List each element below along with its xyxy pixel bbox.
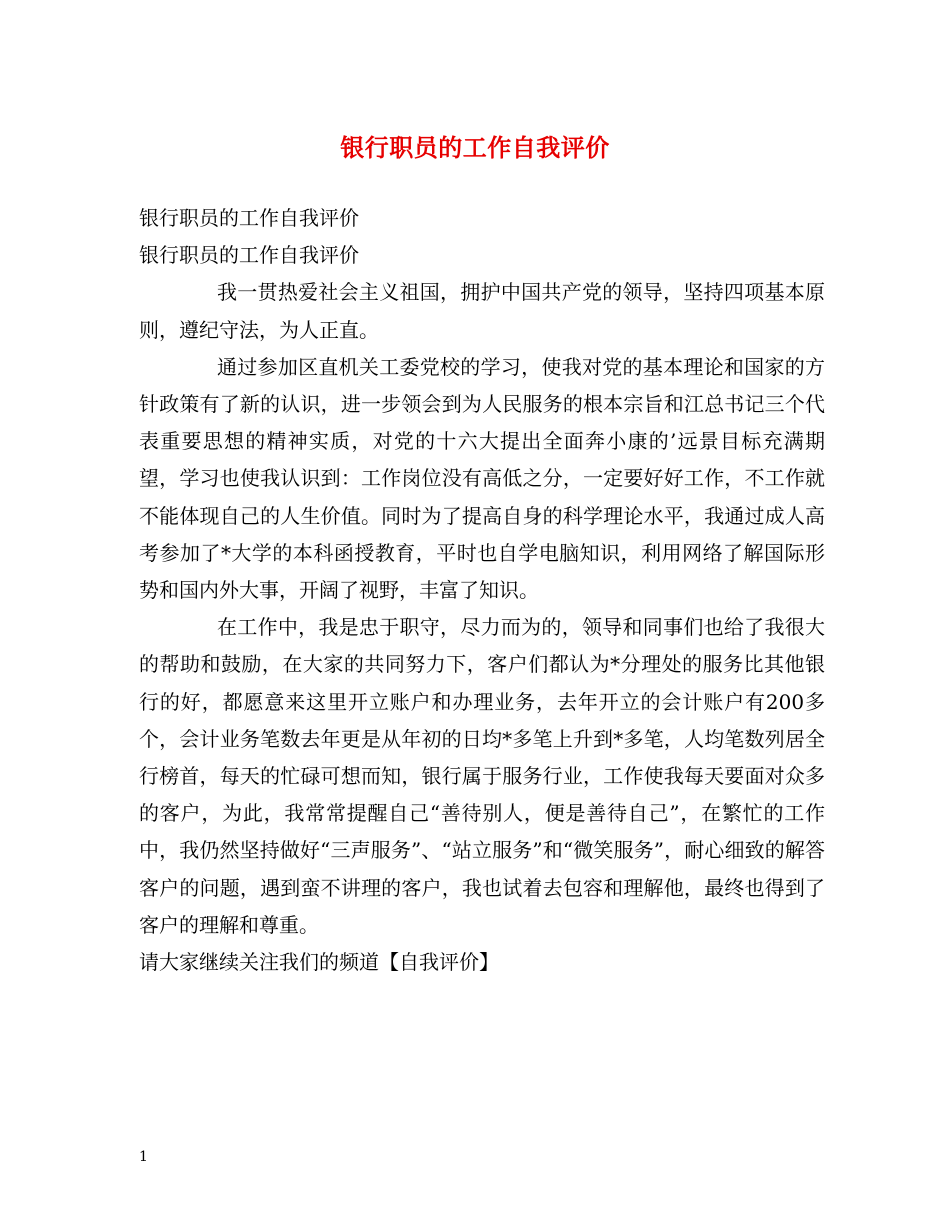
closing-line: 请大家继续关注我们的频道【自我评价】 (139, 950, 499, 975)
paragraph: 在工作中，我是忠于职守，尽力而为的，领导和同事们也给了我很大的帮助和鼓励，在大家的共同努力下，客户们都认为*分理处的服务比其他银行的好，都愿意来这里开立账户和办理业务，去年开立的会计账户有200多个，会计业务笔数去年更是从年初的日均*多笔上升到*多笔，人均笔数列居全行榜首，每天的忙碌可想而知，银行属于服务行业，工作使我每天要面对众多的客户，为此，我常常提醒自己“善待别人，便是善待自己”，在繁忙的工作中，我仍然坚持做好“三声服务”、“站立服务”和“微笑服务”，耐心细致的解答客户的问题，遇到蛮不讲理的客户，我也试着去包容和理解他，最终也得到了客户的理解和尊重。 (139, 615, 825, 937)
paragraph: 我一贯热爱社会主义祖国，拥护中国共产党的领导，坚持四项基本原则，遵纪守法，为人正直。 (139, 280, 825, 342)
heading-line: 银行职员的工作自我评价 (139, 206, 359, 230)
document-body (139, 200, 825, 981)
document-title: 银行职员的工作自我评价 (340, 133, 610, 162)
page-number: 1 (139, 1149, 148, 1165)
paragraph: 通过参加区直机关工委党校的学习，使我对党的基本理论和国家的方针政策有了新的认识，进一步领会到为人民服务的根本宗旨和江总书记三个代表重要思想的精神实质，对党的十六大提出全面奔小康的’远景目标充满期望，学习也使我认识到：工作岗位没有高低之分，一定要好好工作，不工作就不能体现自己的人生价值。同时为了提高自身的科学理论水平，我通过成人高考参加了*大学的本科函授教育，平时也自学电脑知识，利用网络了解国际形势和国内外大事，开阔了视野，丰富了知识。 (139, 354, 825, 603)
heading-line: 银行职员的工作自我评价 (139, 243, 359, 268)
